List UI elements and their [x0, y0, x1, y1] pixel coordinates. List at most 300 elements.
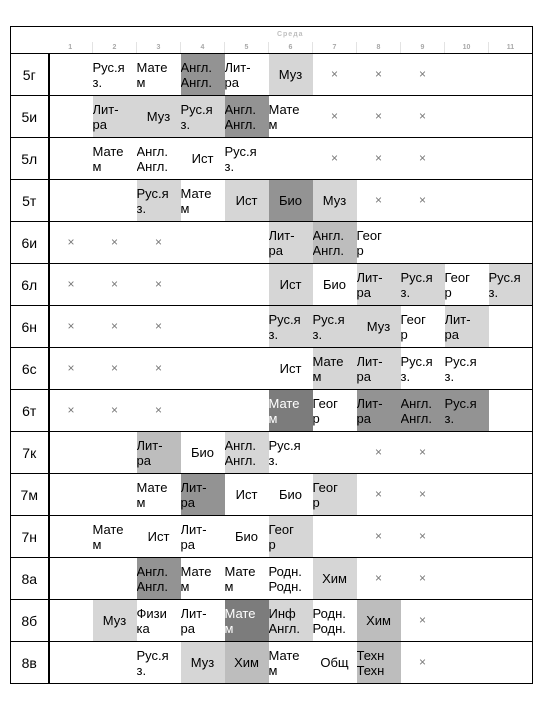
class-label: 5г	[11, 54, 49, 96]
lesson-text: ×	[374, 67, 382, 81]
unavailable-mark	[401, 54, 445, 96]
lesson-text: Родн. Родн.	[312, 605, 346, 636]
class-row	[11, 306, 533, 348]
lesson-number-2: 2	[93, 42, 137, 53]
lesson-text: Био	[278, 193, 303, 208]
lesson-text: Мате м	[136, 59, 168, 90]
lesson-text: ×	[110, 277, 118, 291]
lesson-text: Муз	[278, 67, 303, 82]
empty-cell	[49, 642, 93, 684]
lesson-text: Мате м	[92, 143, 124, 174]
class-row	[11, 600, 533, 642]
empty-cell	[49, 54, 93, 96]
lesson-text: Геог р	[400, 311, 426, 342]
unavailable-mark	[401, 642, 445, 684]
class-label: 6л	[11, 264, 49, 306]
lesson-text: ×	[330, 109, 338, 123]
empty-cell	[49, 600, 93, 642]
class-label: 6с	[11, 348, 49, 390]
empty-cell	[49, 558, 93, 600]
lesson-text: Ист	[235, 487, 258, 502]
lesson-cell[interactable]	[181, 180, 225, 222]
unavailable-mark	[93, 390, 137, 432]
lesson-cell[interactable]	[225, 558, 269, 600]
class-label: 5т	[11, 180, 49, 222]
unavailable-mark	[93, 348, 137, 390]
class-row	[11, 642, 533, 684]
schedule-body	[11, 54, 533, 684]
lesson-text: Инф Англ.	[268, 605, 301, 636]
lesson-text: Геог р	[312, 395, 338, 426]
empty-cell	[445, 558, 489, 600]
lesson-cell[interactable]	[313, 600, 357, 642]
lesson-text: Геог р	[444, 269, 470, 300]
lesson-number-6: 6	[269, 42, 313, 53]
lesson-cell[interactable]	[137, 138, 181, 180]
unavailable-mark	[49, 222, 93, 264]
empty-cell	[489, 516, 533, 558]
lesson-text: ×	[374, 529, 382, 543]
lesson-text: Англ. Англ.	[180, 59, 213, 90]
lesson-text: ×	[154, 235, 162, 249]
unavailable-mark	[137, 264, 181, 306]
lesson-text: Муз	[366, 319, 391, 334]
empty-cell	[93, 432, 137, 474]
lesson-cell[interactable]	[137, 642, 181, 684]
lesson-cell[interactable]	[313, 558, 357, 600]
unavailable-mark	[357, 474, 401, 516]
lesson-text: Хим	[322, 571, 347, 586]
lesson-text: Рус.я з.	[136, 647, 169, 678]
lesson-cell[interactable]	[181, 54, 225, 96]
class-label: 8а	[11, 558, 49, 600]
lesson-number-9: 9	[401, 42, 445, 53]
unavailable-mark	[313, 54, 357, 96]
lesson-cell[interactable]	[225, 432, 269, 474]
lesson-text: ×	[418, 109, 426, 123]
lesson-text: Мате м	[180, 185, 212, 216]
lesson-cell[interactable]	[313, 474, 357, 516]
empty-cell	[181, 264, 225, 306]
lesson-cell[interactable]	[357, 390, 401, 432]
lesson-text: Англ. Англ.	[312, 227, 345, 258]
lesson-cell[interactable]	[181, 642, 225, 684]
lesson-text: Геог р	[268, 521, 294, 552]
lesson-text: ×	[418, 445, 426, 459]
empty-cell	[181, 390, 225, 432]
unavailable-mark	[313, 96, 357, 138]
lesson-number-7: 7	[313, 42, 357, 53]
empty-cell	[181, 222, 225, 264]
lesson-cell[interactable]	[181, 516, 225, 558]
lesson-text: Мате м	[224, 605, 256, 636]
empty-cell	[93, 180, 137, 222]
unavailable-mark	[401, 432, 445, 474]
lesson-cell[interactable]	[269, 474, 313, 516]
lesson-number-3: 3	[137, 42, 181, 53]
lesson-text: ×	[418, 193, 426, 207]
lesson-text: Био	[190, 445, 215, 460]
unavailable-mark	[401, 180, 445, 222]
lesson-cell[interactable]	[93, 516, 137, 558]
lesson-text: ×	[374, 487, 382, 501]
schedule-table	[10, 26, 533, 684]
empty-cell	[49, 516, 93, 558]
empty-cell	[181, 348, 225, 390]
lesson-text: Ист	[191, 151, 214, 166]
unavailable-mark	[357, 558, 401, 600]
lesson-text: Геог р	[312, 479, 338, 510]
lesson-text: ×	[154, 277, 162, 291]
lesson-cell[interactable]	[269, 558, 313, 600]
lesson-text: Ист	[147, 529, 170, 544]
lesson-cell[interactable]	[313, 264, 357, 306]
lesson-text: Рус.я з.	[444, 353, 477, 384]
class-label: 8б	[11, 600, 49, 642]
lesson-cell[interactable]	[93, 600, 137, 642]
lesson-cell[interactable]	[269, 264, 313, 306]
empty-cell	[489, 138, 533, 180]
class-row	[11, 348, 533, 390]
class-row	[11, 180, 533, 222]
lesson-number-row	[11, 42, 533, 53]
lesson-text: ×	[418, 529, 426, 543]
empty-cell	[269, 138, 313, 180]
lesson-text: ×	[67, 319, 75, 333]
empty-cell	[93, 558, 137, 600]
lesson-text: Био	[278, 487, 303, 502]
lesson-cell[interactable]	[225, 642, 269, 684]
lesson-text: Муз	[322, 193, 347, 208]
class-label: 6н	[11, 306, 49, 348]
class-row	[11, 54, 533, 96]
empty-cell	[489, 180, 533, 222]
lesson-cell[interactable]	[137, 474, 181, 516]
empty-cell	[49, 96, 93, 138]
lesson-cell[interactable]	[269, 390, 313, 432]
class-row	[11, 432, 533, 474]
lesson-text: ×	[374, 193, 382, 207]
lesson-cell[interactable]	[269, 54, 313, 96]
lesson-cell[interactable]	[137, 96, 181, 138]
empty-cell	[225, 222, 269, 264]
lesson-text: Муз	[190, 655, 215, 670]
lesson-text: Рус.я з.	[400, 269, 433, 300]
empty-cell	[489, 474, 533, 516]
lesson-text: Рус.я з.	[180, 101, 213, 132]
lesson-number-8: 8	[357, 42, 401, 53]
lesson-cell[interactable]	[489, 264, 533, 306]
lesson-text: Рус.я з.	[268, 311, 301, 342]
class-row	[11, 558, 533, 600]
lesson-cell[interactable]	[269, 432, 313, 474]
unavailable-mark	[357, 54, 401, 96]
lesson-number-1: 1	[49, 42, 93, 53]
lesson-cell[interactable]	[181, 432, 225, 474]
lesson-text: Лит- ра	[136, 437, 163, 468]
lesson-text: Рус.я з.	[488, 269, 521, 300]
lesson-text: ×	[110, 361, 118, 375]
empty-cell	[445, 96, 489, 138]
lesson-cell[interactable]	[137, 600, 181, 642]
lesson-text: Лит- ра	[180, 521, 207, 552]
lesson-text: Муз	[102, 613, 127, 628]
lesson-text: Лит- ра	[356, 353, 383, 384]
lesson-cell[interactable]	[225, 600, 269, 642]
lesson-text: Мате м	[268, 647, 300, 678]
class-label: 6т	[11, 390, 49, 432]
lesson-cell[interactable]	[357, 600, 401, 642]
lesson-cell[interactable]	[225, 474, 269, 516]
day-header: Среда	[49, 27, 533, 43]
lesson-cell[interactable]	[225, 516, 269, 558]
unavailable-mark	[401, 558, 445, 600]
lesson-text: ×	[418, 67, 426, 81]
lesson-text: Ист	[235, 193, 258, 208]
lesson-cell[interactable]	[445, 306, 489, 348]
lesson-text: Общ	[320, 655, 349, 670]
lesson-cell[interactable]	[181, 96, 225, 138]
lesson-text: ×	[374, 571, 382, 585]
lesson-text: Рус.я з.	[400, 353, 433, 384]
lesson-number-10: 10	[445, 42, 489, 53]
class-row	[11, 96, 533, 138]
lesson-number-5: 5	[225, 42, 269, 53]
unavailable-mark	[401, 96, 445, 138]
unavailable-mark	[401, 138, 445, 180]
class-label: 7к	[11, 432, 49, 474]
empty-cell	[225, 348, 269, 390]
unavailable-mark	[137, 390, 181, 432]
unavailable-mark	[357, 138, 401, 180]
lesson-text: Англ. Англ.	[224, 101, 257, 132]
lesson-cell[interactable]	[93, 96, 137, 138]
unavailable-mark	[137, 222, 181, 264]
lesson-text: ×	[110, 235, 118, 249]
empty-cell	[489, 432, 533, 474]
lesson-cell[interactable]	[181, 474, 225, 516]
lesson-cell[interactable]	[313, 222, 357, 264]
empty-cell	[93, 642, 137, 684]
lesson-text: ×	[110, 319, 118, 333]
lesson-cell[interactable]	[313, 390, 357, 432]
lesson-text: Геог р	[356, 227, 382, 258]
lesson-text: Мате м	[136, 479, 168, 510]
lesson-cell[interactable]	[269, 600, 313, 642]
lesson-number-11: 11	[489, 42, 533, 53]
empty-cell	[225, 306, 269, 348]
unavailable-mark	[93, 222, 137, 264]
lesson-cell[interactable]	[357, 348, 401, 390]
empty-cell	[445, 138, 489, 180]
lesson-cell[interactable]	[313, 180, 357, 222]
unavailable-mark	[313, 138, 357, 180]
empty-cell	[489, 96, 533, 138]
lesson-cell[interactable]	[269, 516, 313, 558]
unavailable-mark	[49, 306, 93, 348]
lesson-cell[interactable]	[313, 348, 357, 390]
lesson-cell[interactable]	[181, 600, 225, 642]
empty-cell	[445, 474, 489, 516]
empty-cell	[313, 432, 357, 474]
lesson-cell[interactable]	[93, 138, 137, 180]
empty-cell	[225, 390, 269, 432]
lesson-text: ×	[418, 613, 426, 627]
lesson-number-4: 4	[181, 42, 225, 53]
lesson-text: Англ. Англ.	[224, 437, 257, 468]
lesson-text: Ист	[279, 277, 302, 292]
empty-cell	[489, 306, 533, 348]
class-label: 7м	[11, 474, 49, 516]
lesson-text: ×	[374, 151, 382, 165]
class-row	[11, 222, 533, 264]
lesson-text: Хим	[366, 613, 391, 628]
empty-cell	[445, 432, 489, 474]
class-label: 5л	[11, 138, 49, 180]
lesson-cell[interactable]	[445, 348, 489, 390]
lesson-text: ×	[418, 487, 426, 501]
lesson-cell[interactable]	[137, 54, 181, 96]
lesson-text: ×	[418, 655, 426, 669]
lesson-cell[interactable]	[357, 306, 401, 348]
lesson-cell[interactable]	[313, 306, 357, 348]
lesson-cell[interactable]	[181, 138, 225, 180]
class-row	[11, 474, 533, 516]
lesson-text: Ист	[279, 361, 302, 376]
lesson-cell[interactable]	[269, 96, 313, 138]
unavailable-mark	[93, 306, 137, 348]
empty-cell	[445, 54, 489, 96]
unavailable-mark	[49, 390, 93, 432]
lesson-cell[interactable]	[269, 222, 313, 264]
lesson-text: ×	[67, 403, 75, 417]
lesson-cell[interactable]	[225, 138, 269, 180]
lesson-text: Мате м	[268, 395, 300, 426]
lesson-cell[interactable]	[269, 180, 313, 222]
lesson-text: Рус.я з.	[136, 185, 169, 216]
lesson-cell[interactable]	[93, 54, 137, 96]
unavailable-mark	[137, 306, 181, 348]
empty-cell	[489, 54, 533, 96]
lesson-text: Мате м	[180, 563, 212, 594]
lesson-cell[interactable]	[137, 180, 181, 222]
lesson-text: Англ. Англ.	[136, 563, 169, 594]
unavailable-mark	[49, 348, 93, 390]
lesson-cell[interactable]	[445, 264, 489, 306]
lesson-cell[interactable]	[181, 558, 225, 600]
unavailable-mark	[401, 516, 445, 558]
empty-cell	[489, 642, 533, 684]
lesson-cell[interactable]	[401, 306, 445, 348]
class-label: 8в	[11, 642, 49, 684]
lesson-text: Лит- ра	[180, 479, 207, 510]
class-row	[11, 516, 533, 558]
lesson-text: Хим	[234, 655, 259, 670]
lesson-text: Муз	[146, 109, 171, 124]
unavailable-mark	[357, 96, 401, 138]
lesson-cell[interactable]	[445, 390, 489, 432]
lesson-text: ×	[374, 445, 382, 459]
empty-cell	[49, 138, 93, 180]
lesson-cell[interactable]	[225, 180, 269, 222]
lesson-cell[interactable]	[137, 558, 181, 600]
lesson-text: Лит- ра	[444, 311, 471, 342]
lesson-text: ×	[374, 109, 382, 123]
empty-cell	[93, 474, 137, 516]
empty-cell	[49, 432, 93, 474]
class-row	[11, 138, 533, 180]
lesson-cell[interactable]	[137, 516, 181, 558]
empty-cell	[445, 180, 489, 222]
lesson-text: Техн Техн	[356, 647, 385, 678]
empty-cell	[49, 474, 93, 516]
lesson-text: Лит- ра	[180, 605, 207, 636]
lesson-cell[interactable]	[357, 222, 401, 264]
lesson-cell[interactable]	[357, 642, 401, 684]
empty-cell	[445, 642, 489, 684]
empty-cell	[225, 264, 269, 306]
class-row	[11, 390, 533, 432]
empty-cell	[313, 516, 357, 558]
lesson-cell[interactable]	[225, 96, 269, 138]
lesson-text: Мате м	[224, 563, 256, 594]
lesson-text: Родн. Родн.	[268, 563, 302, 594]
empty-cell	[401, 222, 445, 264]
lesson-text: Лит- ра	[224, 59, 251, 90]
unavailable-mark	[401, 474, 445, 516]
lesson-text: ×	[154, 361, 162, 375]
lesson-cell[interactable]	[357, 264, 401, 306]
lesson-text: ×	[154, 403, 162, 417]
lesson-text: Рус.я з.	[268, 437, 301, 468]
lesson-text: Лит- ра	[356, 269, 383, 300]
unavailable-mark	[357, 432, 401, 474]
lesson-cell[interactable]	[401, 264, 445, 306]
lesson-text: ×	[330, 67, 338, 81]
lesson-text: ×	[110, 403, 118, 417]
empty-cell	[49, 180, 93, 222]
lesson-cell[interactable]	[269, 306, 313, 348]
lesson-text: Мате м	[92, 521, 124, 552]
lesson-cell[interactable]	[313, 642, 357, 684]
lesson-cell[interactable]	[401, 390, 445, 432]
class-row	[11, 264, 533, 306]
lesson-cell[interactable]	[269, 348, 313, 390]
lesson-cell[interactable]	[269, 642, 313, 684]
empty-cell	[445, 600, 489, 642]
empty-cell	[489, 222, 533, 264]
lesson-text: Био	[234, 529, 259, 544]
class-label: 6и	[11, 222, 49, 264]
lesson-text: Лит- ра	[356, 395, 383, 426]
unavailable-mark	[357, 516, 401, 558]
lesson-text: ×	[154, 319, 162, 333]
lesson-text: Мате м	[312, 353, 344, 384]
lesson-text: ×	[418, 571, 426, 585]
empty-cell	[445, 516, 489, 558]
lesson-text: Рус.я з.	[312, 311, 345, 342]
lesson-text: Рус.я з.	[92, 59, 125, 90]
unavailable-mark	[49, 264, 93, 306]
lesson-text: ×	[67, 277, 75, 291]
lesson-text: Рус.я з.	[444, 395, 477, 426]
empty-cell	[181, 306, 225, 348]
lesson-cell[interactable]	[401, 348, 445, 390]
lesson-text: Био	[322, 277, 347, 292]
empty-cell	[489, 558, 533, 600]
lesson-cell[interactable]	[137, 432, 181, 474]
lesson-cell[interactable]	[225, 54, 269, 96]
